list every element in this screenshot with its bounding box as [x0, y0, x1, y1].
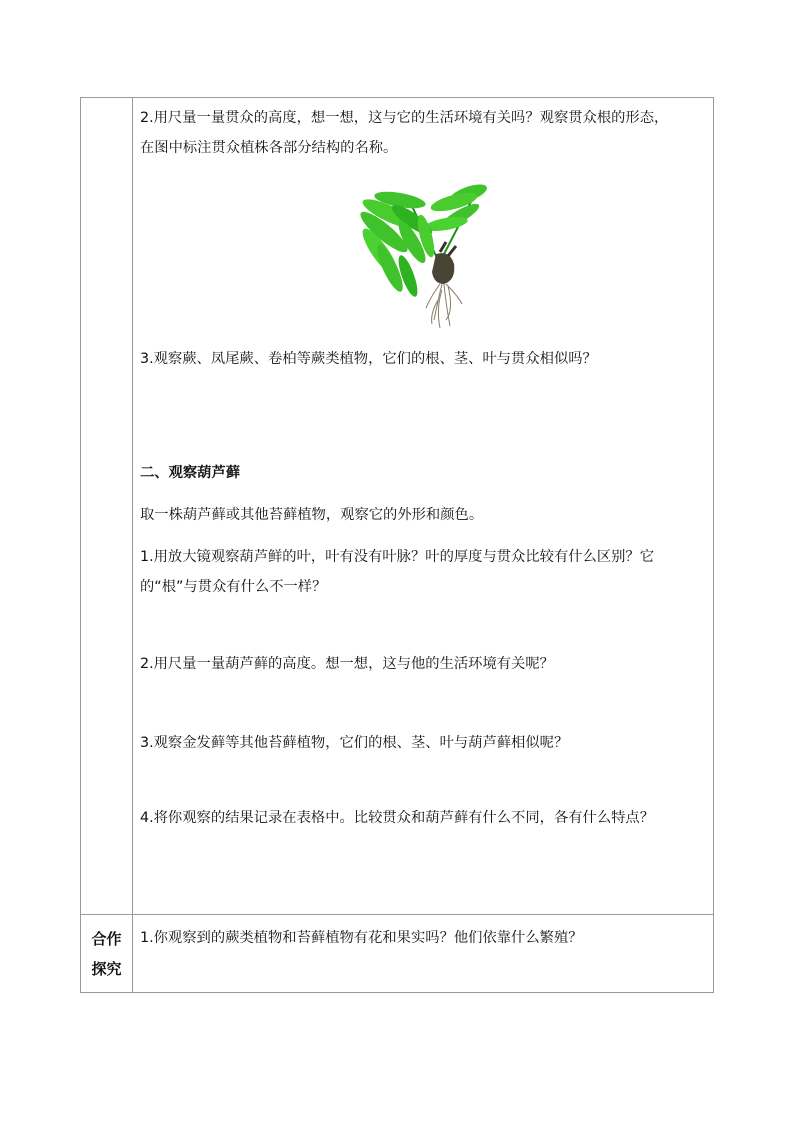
fern-question-3: 3.观察蕨、凤尾蕨、卷柏等蕨类植物，它们的根、茎、叶与贯众相似吗？ [140, 351, 597, 367]
fern-question-2-line2: 在图中标注贯众植株各部分结构的名称。 [140, 140, 398, 156]
fern-roots [426, 284, 462, 328]
cooperative-question-1: 1.你观察到的蕨类植物和苔藓植物有花和果实吗？他们依靠什么繁殖？ [140, 930, 583, 946]
moss-question-4: 4.将你观察的结果记录在表格中。比较贯众和葫芦藓有什么不同，各有什么特点？ [140, 810, 655, 826]
moss-question-2: 2.用尺量一量葫芦藓的高度。想一想，这与他的生活环境有关呢？ [140, 656, 554, 672]
moss-question-1-line1: 1.用放大镜观察葫芦鲜的叶，叶有没有叶脉？叶的厚度与贯众比较有什么区别？它 [140, 549, 655, 565]
fern-rhizome [432, 242, 456, 284]
column-divider [132, 98, 133, 992]
row-label-line1: 合作 [91, 930, 122, 948]
fern-question-2-line1: 2.用尺量一量贯众的高度，想一想，这与它的生活环境有关吗？观察贯众根的形态， [140, 110, 669, 126]
row-label-line2: 探究 [91, 960, 122, 978]
moss-question-3: 3.观察金发藓等其他苔藓植物，它们的根、茎、叶与葫芦藓相似呢？ [140, 735, 569, 751]
moss-intro: 取一株葫芦藓或其他苔藓植物，观察它的外形和颜色。 [140, 507, 484, 523]
row-divider [81, 914, 713, 915]
moss-question-1-line2: 的“根”与贯众有什么不一样？ [140, 579, 327, 595]
fern-plant-illustration [350, 180, 490, 330]
fern-fronds [356, 181, 489, 299]
section-heading-moss: 二、观察葫芦藓 [140, 465, 241, 481]
